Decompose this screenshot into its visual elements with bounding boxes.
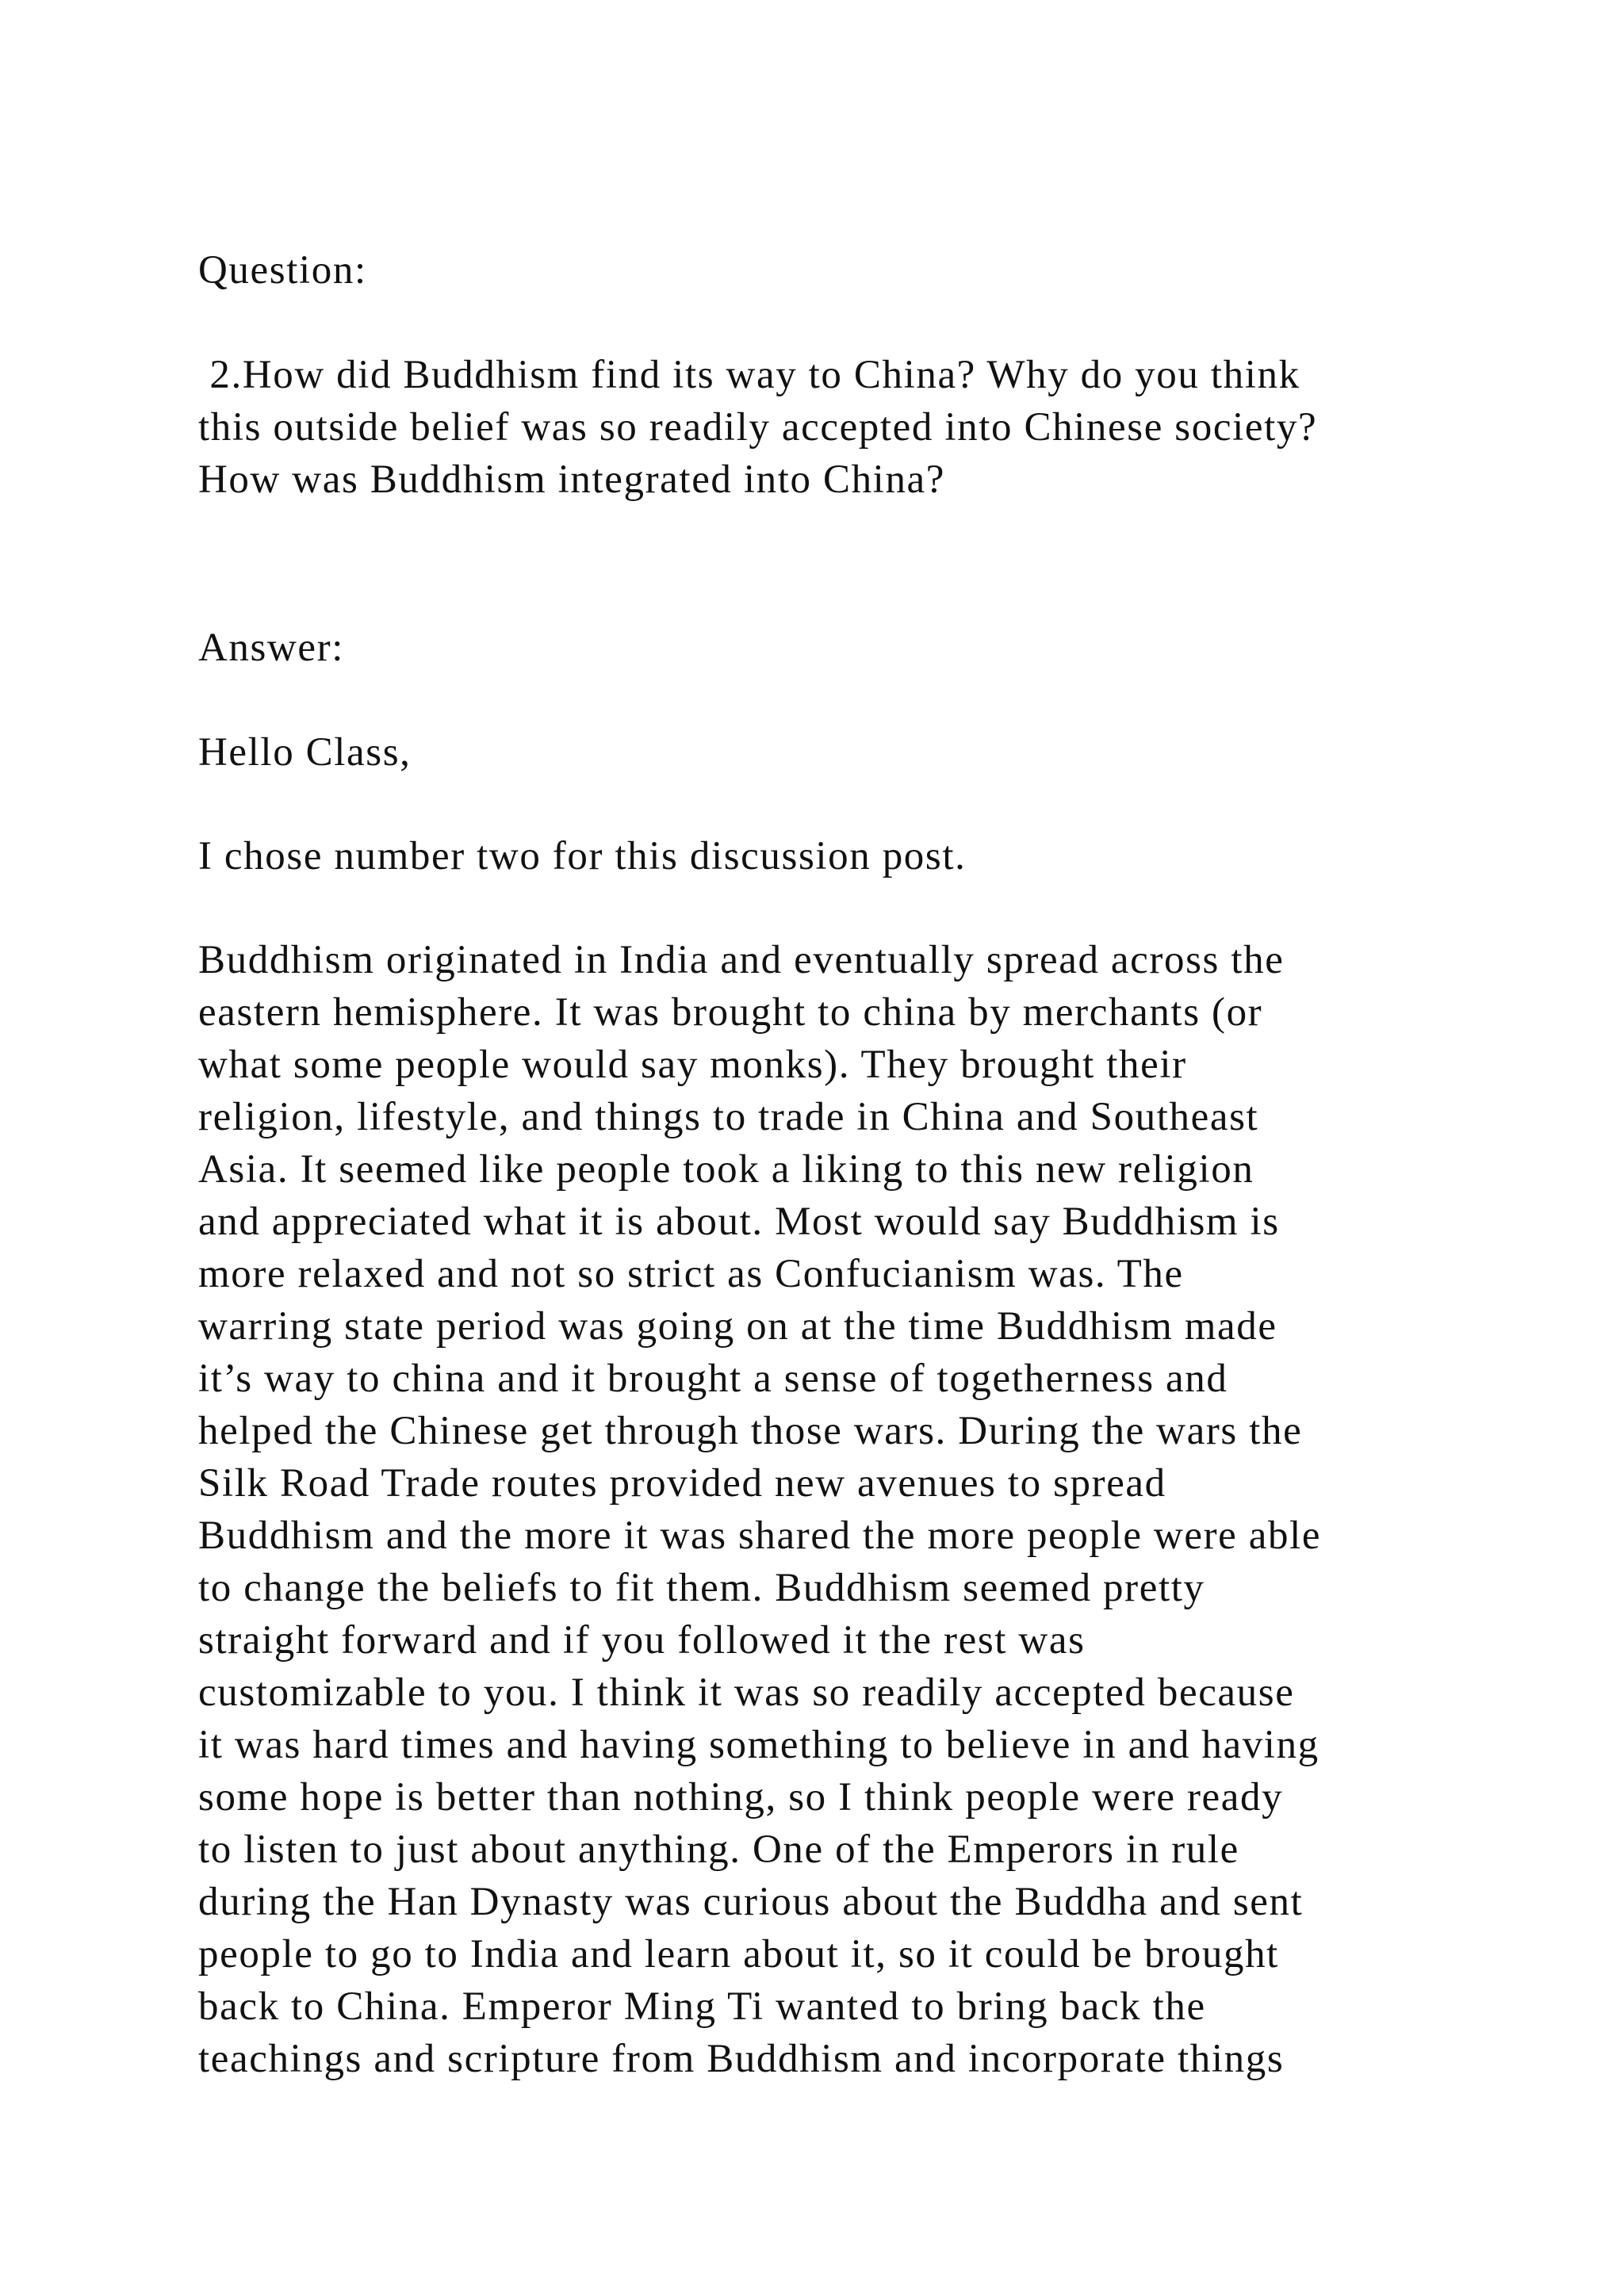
body-line: Buddhism and the more it was shared the more people were able bbox=[198, 1513, 1322, 1558]
body-line: Silk Road Trade routes provided new avenues to spread bbox=[198, 1461, 1166, 1506]
question-line: How was Buddhism integrated into China? bbox=[198, 457, 946, 502]
greeting: Hello Class, bbox=[198, 730, 412, 775]
body-line: customizable to you. I think it was so readily accepted because bbox=[198, 1670, 1295, 1715]
body-line: it’s way to china and it brought a sense of togetherness and bbox=[198, 1357, 1228, 1401]
body-line: some hope is better than nothing, so I think people were ready bbox=[198, 1775, 1284, 1820]
body-line: Asia. It seemed like people took a liking to this new religion bbox=[198, 1147, 1254, 1192]
body-line: during the Han Dynasty was curious about the Buddha and sent bbox=[198, 1880, 1304, 1924]
intro-line: I chose number two for this discussion post. bbox=[198, 834, 967, 878]
body-line: what some people would say monks). They brought their bbox=[198, 1043, 1187, 1087]
body-line: to change the beliefs to fit them. Buddhism seemed pretty bbox=[198, 1566, 1205, 1610]
body-line: people to go to India and learn about it, so it could be brought bbox=[198, 1932, 1279, 1976]
question-label: Question: bbox=[198, 248, 367, 293]
body-line: it was hard times and having something to believe in and having bbox=[198, 1723, 1320, 1767]
question-line: this outside belief was so readily accepted into Chinese society? bbox=[198, 405, 1318, 450]
body-line: helped the Chinese get through those wars. During the wars the bbox=[198, 1409, 1303, 1453]
body-line: straight forward and if you followed it the rest was bbox=[198, 1618, 1086, 1663]
question-line: 2.How did Buddhism find its way to China? Why do you think bbox=[198, 353, 1300, 397]
body-line: Buddhism originated in India and eventually spread across the bbox=[198, 938, 1285, 982]
body-line: eastern hemisphere. It was brought to china by merchants (or bbox=[198, 990, 1263, 1035]
body-line: to listen to just about anything. One of the Emperors in rule bbox=[198, 1827, 1239, 1872]
body-line: more relaxed and not so strict as Confucianism was. The bbox=[198, 1252, 1184, 1296]
body-line: warring state period was going on at the time Buddhism made bbox=[198, 1304, 1277, 1349]
body-line: religion, lifestyle, and things to trade in China and Southeast bbox=[198, 1095, 1259, 1139]
body-line: back to China. Emperor Ming Ti wanted to bring back the bbox=[198, 1984, 1206, 2029]
body-line: and appreciated what it is about. Most would say Buddhism is bbox=[198, 1200, 1280, 1244]
answer-label: Answer: bbox=[198, 626, 344, 670]
body-line: teachings and scripture from Buddhism and incorporate things bbox=[198, 2037, 1285, 2081]
